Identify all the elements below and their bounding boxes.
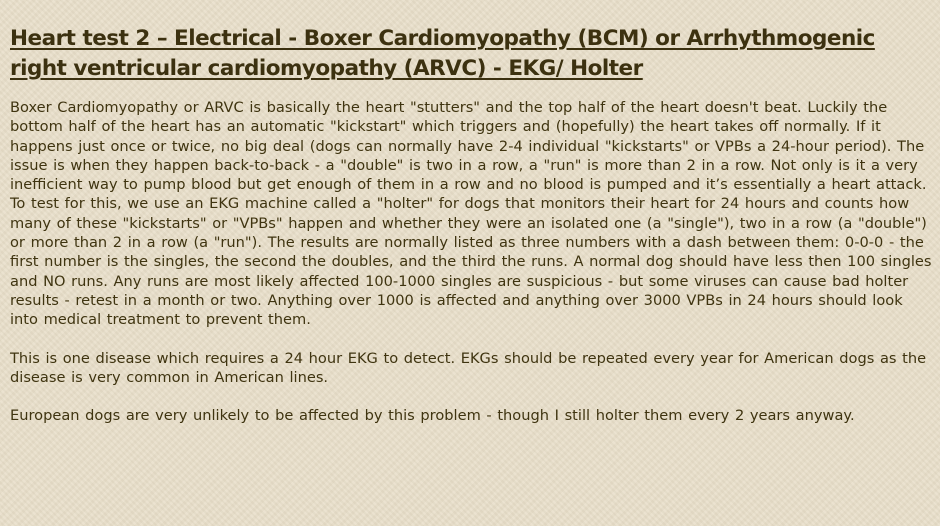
paragraph-ekg-requirement: This is one disease which requires a 24 hour EKG to detect. EKGs should be repeated every year for American dogs as the disease is very common in American lines.: [10, 349, 927, 386]
page-title: Heart test 2 – Electrical - Boxer Cardiomyopathy (BCM) or Arrhythmogenic right ventricular cardiomyopathy (ARVC) - EKG/ Holter: [10, 26, 875, 81]
paragraph-european-dogs: European dogs are very unlikely to be affected by this problem - though I still holter them every 2 years anyway.: [10, 407, 855, 425]
paragraph-bcm-explanation: Boxer Cardiomyopathy or ARVC is basically the heart "stutters" and the top half of the heart doesn't beat. Luckily the bottom half of the heart has an automatic "kickstart" which triggers and (hopefully) the heart takes off normally. If it happens just once or twice, no big deal (dogs can normally have 2-4 individual "kickstarts" or VPBs a 24-hour period). The issue is when they happen back-to-back - a "double" is two in a row, a "run" is more than 2 in a row. Not only is it a very inefficient way to pump blood but get enough of them in a row and no blood is pumped and it’s essentially a heart attack. To test for this, we use an EKG machine called a "holter" for dogs that monitors their heart for 24 hours and counts how many of these "kickstarts" or "VPBs" happen and whether they were an isolated one (a "single"), two in a row (a "double") or more than 2 in a row (a "run"). The results are normally listed as three numbers with a dash between them: 0-0-0 - the first number is the singles, the second the doubles, and the third the runs. A normal dog should have less then 100 singles and NO runs. Any runs are most likely affected 100-1000 singles are suspicious - but some viruses can cause bad holter results - retest in a month or two. Anything over 1000 is affected and anything over 3000 VPBs in 24 hours should look into medical treatment to prevent them.: [10, 99, 932, 329]
article: [10, 24, 932, 425]
